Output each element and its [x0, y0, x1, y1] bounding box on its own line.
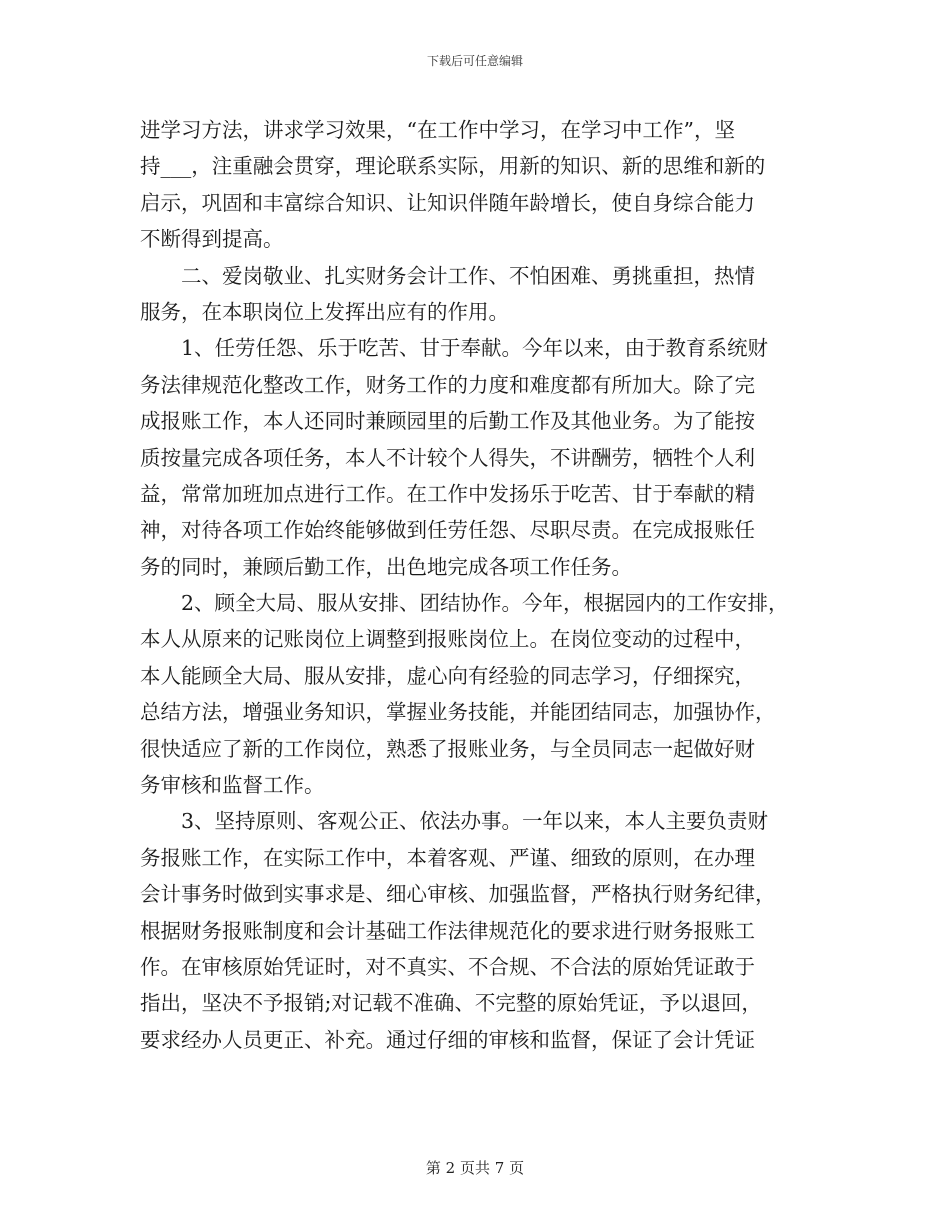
text-line: 持___，注重融会贯穿，理论联系实际，用新的知识、新的思维和新的 [140, 154, 766, 179]
text-line: 务的同时，兼顾后勤工作，出色地完成各项工作任务。 [140, 554, 632, 579]
text-line: 2、顾全大局、服从安排、团结协作。今年，根据园内的工作安排， [181, 591, 789, 616]
text-line: 务报账工作，在实际工作中，本着客观、严谨、细致的原则，在办理 [140, 845, 755, 870]
text-line: 启示，巩固和丰富综合知识、让知识伴随年龄增长，使自身综合能力 [140, 190, 755, 215]
text-line: 务审核和监督工作。 [140, 773, 325, 798]
text-line: 进学习方法，讲求学习效果，“在工作中学习，在学习中工作”，坚 [140, 118, 735, 142]
text-line: 务法律规范化整改工作，财务工作的力度和难度都有所加大。除了完 [140, 372, 755, 397]
text-line: 根据财务报账制度和会计基础工作法律规范化的要求进行财务报账工 [140, 918, 755, 943]
text-line: 总结方法，增强业务知识，掌握业务技能，并能团结同志，加强协作， [140, 700, 776, 725]
text-line: 服务，在本职岗位上发挥出应有的作用。 [140, 299, 509, 324]
text-line: 本人从原来的记账岗位上调整到报账岗位上。在岗位变动的过程中， [140, 627, 755, 652]
text-line: 作。在审核原始凭证时，对不真实、不合规、不合法的原始凭证敢于 [140, 954, 755, 979]
text-line: 成报账工作，本人还同时兼顾园里的后勤工作及其他业务。为了能按 [140, 409, 755, 434]
text-line: 很快适应了新的工作岗位，熟悉了报账业务，与全员同志一起做好财 [140, 736, 755, 761]
text-line: 二、爱岗敬业、扎实财务会计工作、不怕困难、勇挑重担，热情 [181, 263, 755, 288]
text-line: 神，对待各项工作始终能够做到任劳任怨、尽职尽责。在完成报账任 [140, 518, 755, 543]
text-line: 3、坚持原则、客观公正、依法办事。一年以来，本人主要负责财 [181, 809, 769, 834]
page-number-footer: 第 2 页共 7 页 [425, 1159, 525, 1177]
text-line: 会计事务时做到实事求是、细心审核、加强监督，严格执行财务纪律， [140, 882, 776, 907]
text-line: 质按量完成各项任务，本人不计较个人得失，不讲酬劳，牺牲个人利 [140, 445, 755, 470]
text-line: 1、任劳任怨、乐于吃苦、甘于奉献。今年以来，由于教育系统财 [181, 336, 769, 361]
text-line: 益，常常加班加点进行工作。在工作中发扬乐于吃苦、甘于奉献的精 [140, 481, 755, 506]
document-body [140, 112, 830, 1058]
text-line: 指出，坚决不予报销;对记载不准确、不完整的原始凭证，予以退回， [140, 991, 762, 1016]
text-line: 要求经办人员更正、补充。通过仔细的审核和监督，保证了会计凭证 [140, 1027, 755, 1052]
text-line: 不断得到提高。 [140, 227, 284, 252]
page-header-note: 下载后可任意编辑 [426, 54, 523, 68]
text-line: 本人能顾全大局、服从安排，虚心向有经验的同志学习，仔细探究， [140, 663, 755, 688]
